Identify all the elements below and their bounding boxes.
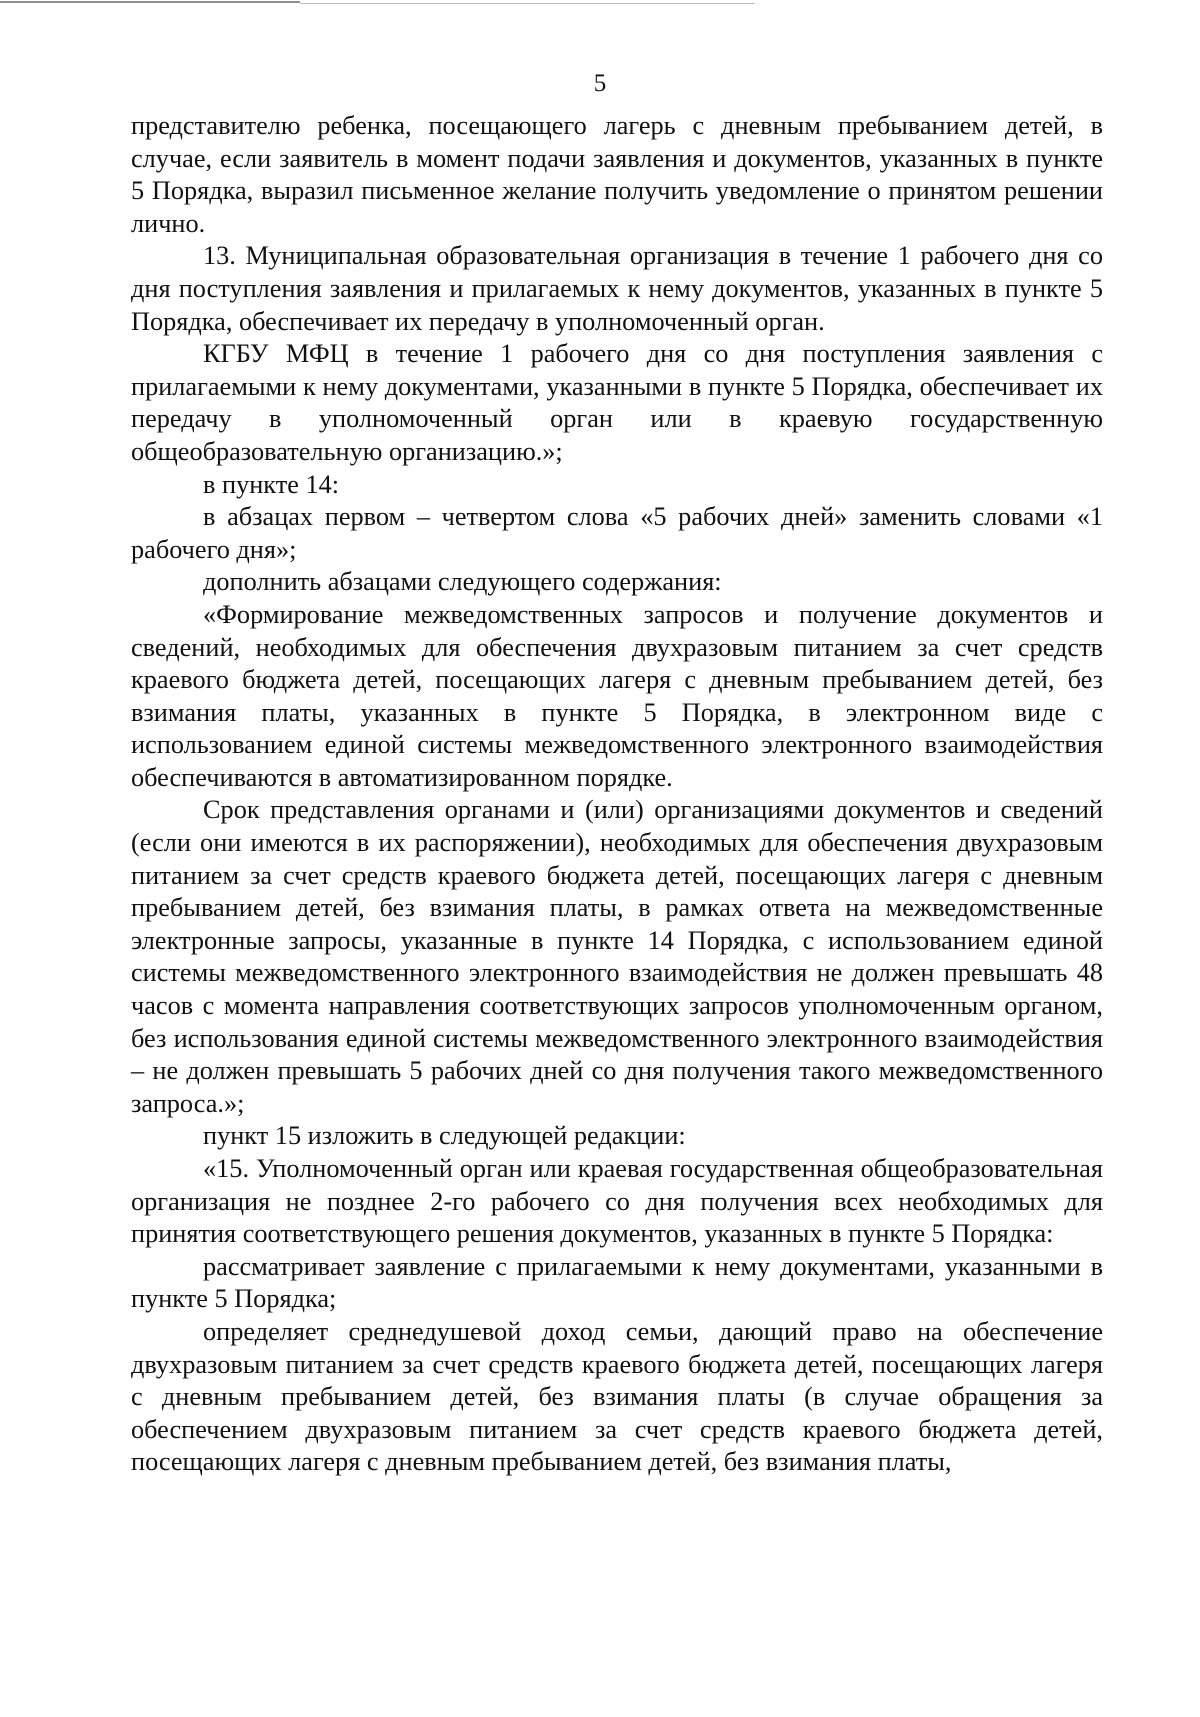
paragraph: 13. Муниципальная образовательная организация в течение 1 рабочего дня со дня поступления заявления и прилагаемых к нему документов, указанных в пункте 5 Порядка, обеспечивает их передачу в уполномоченный орган. bbox=[131, 241, 1103, 336]
paragraph: «15. Уполномоченный орган или краевая государственная общеобразовательная организация не позднее 2-го рабочего со дня получения всех необходимых для принятия соответствующего решения документов, указанных в пункте 5 Порядка: bbox=[131, 1154, 1103, 1249]
paragraph: в пункте 14: bbox=[203, 469, 340, 499]
paragraph: представителю ребенка, посещающего лагерь с дневным пребыванием детей, в случае, если заявитель в момент подачи заявления и документов, указанных в пункте 5 Порядка, выразил письменное желание получить уведомление о принятом решении лично. bbox=[131, 111, 1103, 238]
paragraph: КГБУ МФЦ в течение 1 рабочего дня со дня поступления заявления с прилагаемыми к нему документами, указанными в пункте 5 Порядка, обеспечивает их передачу в уполномоченный орган или в краевую государственную общеобразовательную организацию.»; bbox=[131, 339, 1103, 466]
paragraph: «Формирование межведомственных запросов и получение документов и сведений, необходимых для обеспечения двухразовым питанием за счет средств краевого бюджета детей, посещающих лагеря с дневным пребыванием детей, без взимания платы, указанных в пункте 5 Порядка, в электронном виде с использованием единой системы межведомственного электронного взаимодействия обеспечиваются в автоматизированном порядке. bbox=[131, 599, 1103, 792]
page-number: 5 bbox=[593, 70, 607, 97]
document-body bbox=[131, 110, 1103, 1479]
paragraph: пункт 15 изложить в следующей редакции: bbox=[203, 1121, 686, 1151]
scan-edge-line bbox=[300, 3, 755, 4]
paragraph: рассматривает заявление с прилагаемыми к нему документами, указанными в пункте 5 Порядка; bbox=[131, 1251, 1103, 1314]
paragraph: в абзацах первом – четвертом слова «5 рабочих дней» заменить словами «1 рабочего дня»; bbox=[131, 502, 1103, 564]
paragraph: Срок представления органами и (или) организациями документов и сведений (если они имеются в их распоряжении), необходимых для обеспечения двухразовым питанием за счет средств краевого бюджета детей, посещающих лагеря с дневным пребыванием детей, без взимания платы, в рамках ответа на межведомственные электронные запросы, указанные в пункте 14 Порядка, с использованием единой системы межведомственного электронного взаимодействия не должен превышать 48 часов с момента направления соответствующих запросов уполномоченным органом, без использования единой системы межведомственного электронного взаимодействия – не должен превышать 5 рабочих дней со дня получения такого межведомственного запроса.»; bbox=[131, 795, 1103, 1118]
paragraph: дополнить абзацами следующего содержания: bbox=[203, 567, 722, 597]
scan-edge-line bbox=[0, 1, 300, 3]
paragraph: определяет среднедушевой доход семьи, дающий право на обеспечение двухразовым питанием за счет средств краевого бюджета детей, посещающих лагеря с дневным пребыванием детей, без взимания платы (в случае обращения за обеспечением двухразовым питанием за счет средств краевого бюджета детей, посещающих лагеря с дневным пребыванием детей, без взимания платы, bbox=[131, 1316, 1103, 1477]
